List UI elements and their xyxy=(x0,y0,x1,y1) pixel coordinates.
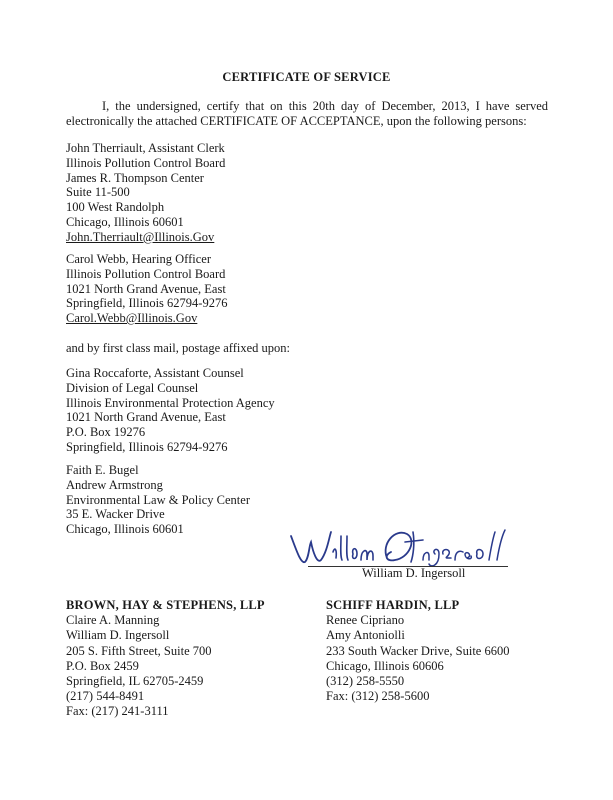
address-line: Springfield, Illinois 62794-9276 xyxy=(66,296,228,311)
address-line: Springfield, Illinois 62794-9276 xyxy=(66,439,228,454)
recipient-block-therriault xyxy=(66,141,225,245)
signature-image xyxy=(283,522,523,572)
address-line: Division of Legal Counsel xyxy=(66,380,199,395)
firm-line: Fax: (217) 241-3111 xyxy=(66,704,169,719)
address-line: Environmental Law & Policy Center xyxy=(66,492,250,507)
address-line: Suite 11-500 xyxy=(66,185,130,200)
address-line: Faith E. Bugel xyxy=(66,463,139,477)
firm-line: Fax: (312) 258-5600 xyxy=(326,689,430,704)
firm-line: Claire A. Manning xyxy=(66,613,160,628)
recipient-block-webb xyxy=(66,252,227,326)
signer-name: William D. Ingersoll xyxy=(362,566,466,580)
address-line: 35 E. Wacker Drive xyxy=(66,507,165,522)
firm-line: (217) 544-8491 xyxy=(66,689,145,704)
address-line: 1021 North Grand Avenue, East xyxy=(66,281,226,296)
address-line: James R. Thompson Center xyxy=(66,170,204,185)
address-line: Illinois Environmental Protection Agency xyxy=(66,395,275,410)
email-link[interactable]: John.Therriault@Illinois.Gov xyxy=(66,229,215,244)
handwritten-signature xyxy=(283,522,523,572)
email-link[interactable]: Carol.Webb@Illinois.Gov xyxy=(66,311,198,326)
recipient-block-roccaforte xyxy=(66,366,275,455)
address-line: Chicago, Illinois 60601 xyxy=(66,214,184,229)
firm-line: 233 South Wacker Drive, Suite 6600 xyxy=(326,643,510,658)
address-line: P.O. Box 19276 xyxy=(66,425,146,440)
address-line: Illinois Pollution Control Board xyxy=(66,155,226,170)
firm-line: 205 S. Fifth Street, Suite 700 xyxy=(66,643,212,658)
mail-note xyxy=(66,341,290,356)
address-line: Illinois Pollution Control Board xyxy=(66,266,226,281)
address-line: John Therriault, Assistant Clerk xyxy=(66,141,225,155)
address-line: Carol Webb, Hearing Officer xyxy=(66,252,212,266)
firm-line: Renee Cipriano xyxy=(326,613,405,628)
address-line: Gina Roccaforte, Assistant Counsel xyxy=(66,366,244,380)
address-line: Andrew Armstrong xyxy=(66,477,163,492)
firm-line: Amy Antoniolli xyxy=(326,628,405,643)
firm-name: BROWN, HAY & STEPHENS, LLP xyxy=(66,598,265,612)
firm-line: Springfield, IL 62705-2459 xyxy=(66,674,204,689)
intro-paragraph: I, the undersigned, certify that on this 20th day of December, 2013, I have served electronically the attached CERTIFICATE OF ACCEPTANCE, upon the following persons: xyxy=(66,99,548,128)
page-title: CERTIFICATE OF SERVICE xyxy=(222,70,391,84)
firm-line: P.O. Box 2459 xyxy=(66,658,139,673)
recipient-block-bugel xyxy=(66,463,250,537)
firm-name: SCHIFF HARDIN, LLP xyxy=(326,598,460,612)
mail-note-text: and by first class mail, postage affixed upon: xyxy=(66,341,291,355)
address-line: 1021 North Grand Avenue, East xyxy=(66,410,226,425)
address-line: 100 West Randolph xyxy=(66,200,165,215)
firm-line: William D. Ingersoll xyxy=(66,628,170,643)
address-line: Chicago, Illinois 60601 xyxy=(66,522,184,537)
firm-block-schiff-hardin xyxy=(326,598,509,704)
firm-line: Chicago, Illinois 60606 xyxy=(326,658,444,673)
firm-line: (312) 258-5550 xyxy=(326,674,405,689)
firm-block-brown-hay xyxy=(66,598,265,720)
